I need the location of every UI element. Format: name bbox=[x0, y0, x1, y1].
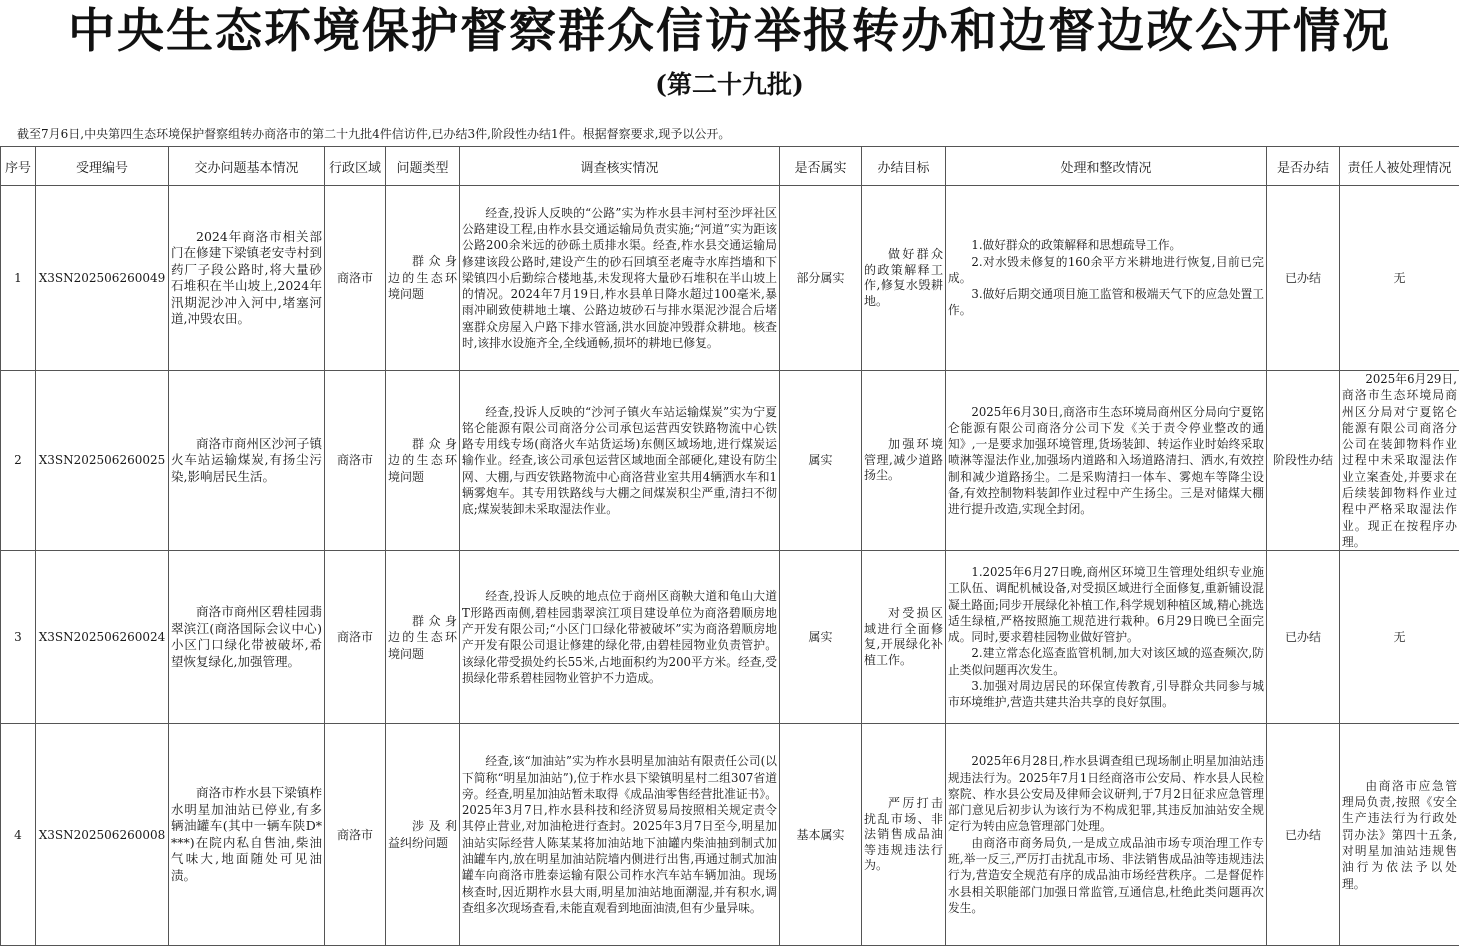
handling-paragraph: 2.建立常态化巡查监管机制,加大对该区域的巡查频次,防止类似问题再次发生。 bbox=[948, 645, 1264, 678]
row-verified: 属实 bbox=[780, 371, 862, 551]
row-closed-status: 已办结 bbox=[1267, 186, 1340, 371]
row-issue-type: 涉及利益纠纷问题 bbox=[386, 724, 460, 946]
row-basic-info: 商洛市商州区碧桂园翡翠滨江(商洛国际会议中心)小区门口绿化带被破坏,希望恢复绿化,加强管理。 bbox=[169, 551, 325, 724]
column-header: 受理编号 bbox=[36, 147, 169, 186]
batch-subtitle: (第二十九批) bbox=[0, 68, 1459, 102]
table-header-row bbox=[1, 147, 1459, 186]
row-basic-info: 2024年商洛市相关部门在修建下梁镇老安寺村到药厂子段公路时,将大量砂石堆积在半山坡上,2024年汛期泥沙冲入河中,堵塞河道,冲毁农田。 bbox=[169, 186, 325, 371]
row-verified: 属实 bbox=[780, 551, 862, 724]
handling-paragraph: 由商洛市商务局负,一是成立成品油市场专项治理工作专班,举一反三,严厉打击扰乱市场、非法销售成品油等违规违法行为,营造安全规范有序的成品油市场经营秩序。二是督促柞水县相关职能部门加强日常监管,互通信息,杜绝此类问题再次发生。 bbox=[948, 835, 1264, 916]
row-basic-info: 商洛市商州区沙河子镇火车站运输煤炭,有扬尘污染,影响居民生活。 bbox=[169, 371, 325, 551]
investigation-paragraph: 经查,投诉人反映的“沙河子镇火车站运输煤炭”实为宁夏铭仑能源有限公司商洛分公司承包运营西安铁路物流中心铁路专用线专场(商洛火车站货运场)东侧区域场地,进行煤炭运输作业。经查,该公司承包运营区域地面全部硬化,建设有防尘网、大棚,与西安铁路物流中心商洛营业室共用4辆洒水车和1辆雾炮车。其专用铁路线与大棚之间煤炭积尘严重,清扫不彻底;煤炭装卸未采取湿法作业。 bbox=[462, 404, 777, 518]
intro-text: 截至7月6日,中央第四生态环境保护督察组转办商洛市的第二十九批4件信访件,已办结3件,阶段性办结1件。根据督察要求,现予以公开。 bbox=[17, 126, 730, 142]
row-investigation bbox=[460, 724, 780, 946]
row-region: 商洛市 bbox=[325, 724, 386, 946]
investigation-paragraph: 经查,该“加油站”实为柞水县明星加油站有限责任公司(以下简称“明星加油站”),位于柞水县下梁镇明星村二组307省道旁。经查,明星加油站暂未取得《成品油零售经营批准证书》。2025年3月7日,柞水县科技和经济贸易局按照相关规定责令其停止营业,对加油枪进行查封。2025年3月7日至今,明星加油站实际经营人陈某某将加油站地下油罐内柴油抽到制式加油罐车内,放在明星加油站院墙内侧进行出售,再通过制式加油罐车向商洛市胜泰运输有限公司柞水汽车站车辆加油。现场核查时,因近期柞水县大雨,明星加油站地面潮湿,并有积水,调查组多次现场查看,未能直观看到地面油渍,但有少量异味。 bbox=[462, 753, 777, 916]
row-basic-info: 商洛市柞水县下梁镇柞水明星加油站已停业,有多辆油罐车(其中一辆车陕D****)在院内私自售油,柴油气味大,地面随处可见油渍。 bbox=[169, 724, 325, 946]
handling-paragraph: 2025年6月30日,商洛市生态环境局商州区分局向宁夏铭仑能源有限公司商洛分公司下发《关于责令停业整改的通知》,一是要求加强环境管理,货场装卸、转运作业时始终采取喷淋等湿法作业,加强场内道路和入场道路清扫、洒水,有效控制和减少道路扬尘。二是采购清扫一体车、雾炮车等降尘设备,有效控制物料装卸作业过程中产生扬尘。三是对储煤大棚进行提升改造,实现全封闭。 bbox=[948, 404, 1264, 518]
row-handling bbox=[946, 724, 1267, 946]
row-code: X3SN202506260024 bbox=[36, 551, 169, 724]
row-seq: 4 bbox=[1, 724, 36, 946]
handling-paragraph: 3.加强对周边居民的环保宣传教育,引导群众共同参与城市环境维护,营造共建共治共享的良好氛围。 bbox=[948, 678, 1264, 711]
column-header: 是否属实 bbox=[780, 147, 862, 186]
page-title: 中央生态环境保护督察群众信访举报转办和边督边改公开情况 bbox=[0, 2, 1459, 62]
row-goal: 对受损区域进行全面修复,开展绿化补植工作。 bbox=[862, 551, 946, 724]
row-accountability: 无 bbox=[1340, 186, 1459, 371]
row-seq: 1 bbox=[1, 186, 36, 371]
column-header: 处理和整改情况 bbox=[946, 147, 1267, 186]
row-closed-status: 阶段性办结 bbox=[1267, 371, 1340, 551]
column-header: 行政区域 bbox=[325, 147, 386, 186]
row-verified: 部分属实 bbox=[780, 186, 862, 371]
row-seq: 2 bbox=[1, 371, 36, 551]
row-code: X3SN202506260008 bbox=[36, 724, 169, 946]
row-investigation bbox=[460, 551, 780, 724]
handling-paragraph: 3.做好后期交通项目施工监管和极端天气下的应急处置工作。 bbox=[948, 286, 1264, 319]
column-header: 是否办结 bbox=[1267, 147, 1340, 186]
investigation-paragraph: 经查,投诉人反映的“公路”实为柞水县丰河村至沙坪社区公路建设工程,由柞水县交通运输局负责实施;“河道”实为距该公路200余米远的砂砾土质排水渠。经查,柞水县交通运输局修建该段公路时,建设产生的砂石回填至老庵寺水库挡墙和下梁镇四小后勤综合楼地基,未发现将大量砂石堆积在半山坡上的情况。2024年7月19日,柞水县单日降水超过100毫米,暴雨冲刷致使耕地土壤、公路边坡砂石与排水渠泥沙混合后堵塞群众房屋入户路下排水管涵,洪水回旋冲毁群众耕地。核查时,该排水设施齐全,全线通畅,损坏的耕地已修复。 bbox=[462, 205, 777, 352]
row-handling bbox=[946, 551, 1267, 724]
row-handling bbox=[946, 371, 1267, 551]
column-header: 办结目标 bbox=[862, 147, 946, 186]
row-issue-type: 群众身边的生态环境问题 bbox=[386, 371, 460, 551]
row-investigation bbox=[460, 371, 780, 551]
handling-paragraph: 2.对水毁未修复的160余平方米耕地进行恢复,目前已完成。 bbox=[948, 254, 1264, 287]
column-header: 责任人被处理情况 bbox=[1340, 147, 1459, 186]
column-header: 调查核实情况 bbox=[460, 147, 780, 186]
table-row bbox=[1, 186, 1459, 371]
row-goal: 加强环境管理,减少道路扬尘。 bbox=[862, 371, 946, 551]
row-issue-type: 群众身边的生态环境问题 bbox=[386, 186, 460, 371]
table-row bbox=[1, 724, 1459, 946]
row-investigation bbox=[460, 186, 780, 371]
row-accountability: 无 bbox=[1340, 551, 1459, 724]
handling-paragraph: 1.做好群众的政策解释和思想疏导工作。 bbox=[948, 237, 1264, 253]
row-seq: 3 bbox=[1, 551, 36, 724]
handling-paragraph: 2025年6月28日,柞水县调查组已现场制止明星加油站违规违法行为。2025年7月1日经商洛市公安局、柞水县人民检察院、柞水县公安局及律师会议研判,于7月2日征求应急管理部门意见后初步认为该行为不构成犯罪,其违反加油站安全规定行为转由应急管理部门处理。 bbox=[948, 753, 1264, 834]
row-region: 商洛市 bbox=[325, 186, 386, 371]
row-handling bbox=[946, 186, 1267, 371]
row-closed-status: 已办结 bbox=[1267, 551, 1340, 724]
column-header: 交办问题基本情况 bbox=[169, 147, 325, 186]
row-verified: 基本属实 bbox=[780, 724, 862, 946]
disclosure-table bbox=[0, 146, 1459, 946]
row-code: X3SN202506260025 bbox=[36, 371, 169, 551]
investigation-paragraph: 经查,投诉人反映的地点位于商州区商鞅大道和龟山大道T形路西南侧,碧桂园翡翠滨江项目建设单位为商洛碧顺房地产开发有限公司;“小区门口绿化带被破坏”实为商洛碧顺房地产开发有限公司退让修建的绿化带,由碧桂园物业负责管护。该绿化带受损处约长55米,占地面积约为200平方米。经查,受损绿化带系碧桂园物业管护不力造成。 bbox=[462, 588, 777, 686]
column-header: 序号 bbox=[1, 147, 36, 186]
row-goal: 做好群众的政策解释工作,修复水毁耕地。 bbox=[862, 186, 946, 371]
column-header: 问题类型 bbox=[386, 147, 460, 186]
row-goal: 严厉打击扰乱市场、非法销售成品油等违规违法行为。 bbox=[862, 724, 946, 946]
row-region: 商洛市 bbox=[325, 551, 386, 724]
row-accountability: 由商洛市应急管理局负责,按照《安全生产违法行为行政处罚办法》第四十五条,对明星加油站违规售油行为依法予以处理。 bbox=[1340, 724, 1459, 946]
table-row bbox=[1, 551, 1459, 724]
row-issue-type: 群众身边的生态环境问题 bbox=[386, 551, 460, 724]
handling-paragraph: 1.2025年6月27日晚,商州区环境卫生管理处组织专业施工队伍、调配机械设备,对受损区域进行全面修复,重新铺设混凝土路面;同步开展绿化补植工作,科学规划种植区域,精心挑选适生绿植,严格按照施工规范进行栽种。6月29日晚已全面完成。同时,要求碧桂园物业做好管护。 bbox=[948, 564, 1264, 645]
row-accountability: 2025年6月29日,商洛市生态环境局商州区分局对宁夏铭仑能源有限公司商洛分公司在装卸物料作业过程中未采取湿法作业立案查处,并要求在后续装卸物料作业过程中严格采取湿法作业。现正在按程序办理。 bbox=[1340, 371, 1459, 551]
row-region: 商洛市 bbox=[325, 371, 386, 551]
table-row bbox=[1, 371, 1459, 551]
row-closed-status: 已办结 bbox=[1267, 724, 1340, 946]
row-code: X3SN202506260049 bbox=[36, 186, 169, 371]
